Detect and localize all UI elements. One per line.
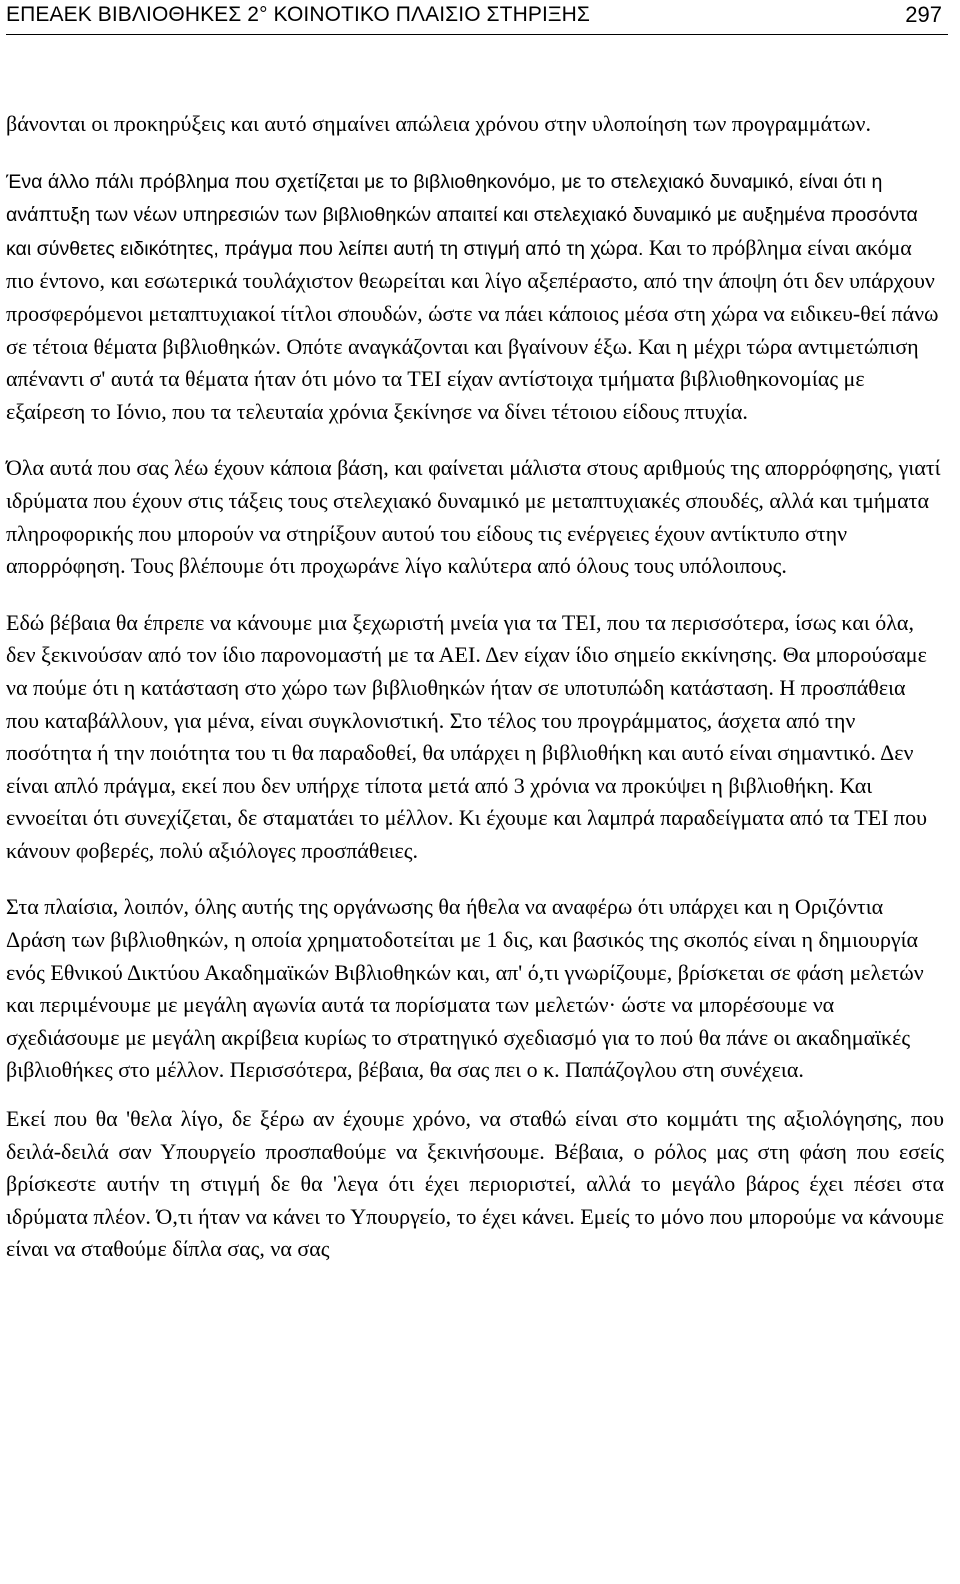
document-body: [6, 108, 944, 1266]
paragraph-staffing-problem: [6, 165, 944, 429]
paragraph-staffing-serif: Και το πρόβλημα είναι ακόμα πιο έντονο, και εσωτερικά τουλάχιστον θεωρείται και λίγο αξεπέραστο, από την άποψη ότι δεν υπάρχουν προσφερόμενοι μεταπτυχιακοί τίτλοι σπουδών, ώστε να πάει κάποιος μέσα στη χώρα να ειδικευ-θεί πάνω σε τέτοια θέματα βιβλιοθηκών. Οπότε αναγκάζονται και βγαίνουν έξω. Και η μέχρι τώρα αντιμετώπιση απέναντι σ' αυτά τα θέματα ήταν ότι μόνο τα ΤΕΙ είχαν αντίστοιχα τμήματα βιβλιοθηκονομίας με εξαίρεση το Ιόνιο, που τα τελευταία χρόνια ξεκίνησε να δίνει τέτοιου είδους πτυχία.: [6, 234, 939, 424]
paragraph-continuation: βάνονται οι προκηρύξεις και αυτό σημαίνει απώλεια χρόνου στην υλοποίηση των προγραμμάτων.: [6, 111, 871, 136]
paragraph-horizontal-action: Στα πλαίσια, λοιπόν, όλης αυτής της οργάνωσης θα ήθελα να αναφέρω ότι υπάρχει και η Οριζόντια Δράση των βιβλιοθηκών, η οποία χρηματοδοτείται με 1 δις, και βασικός της σκοπός είναι η δημιουργία ενός Εθνικού Δικτύου Ακαδημαϊκών Βιβλιοθηκών και, απ' ό,τι γνωρίζουμε, βρίσκεται σε φάση μελετών και περιμένουμε με μεγάλη αγωνία αυτά τα πορίσματα των μελετών· ώστε να μπορέσουμε να σχεδιάσουμε με μεγάλη ακρίβεια κυρίως το στρατηγικό σχεδιασμό για το πού θα πάνε οι ακαδημαϊκές βιβλιοθήκες στο μέλλον. Περισσότερα, βέβαια, θα σας πει ο κ. Παπάζογλου στη συνέχεια.: [6, 894, 924, 1083]
page-number: 297: [905, 2, 942, 27]
paragraph-tei: Εδώ βέβαια θα έπρεπε να κάνουμε μια ξεχωριστή μνεία για τα ΤΕΙ, που τα περισσότερα, ίσως και όλα, δεν ξεκινούσαν από τον ίδιο παρονομαστή με τα ΑΕΙ. Δεν είχαν ίδιο σημείο εκκίνησης. Θα μπορούσαμε να πούμε ότι η κατάσταση στο χώρο των βιβλιοθηκών ήταν σε υποτυπώδη κατάσταση. Η προσπάθεια που καταβάλλουν, για μένα, είναι συγκλονιστική. Στο τέλος του προγράμματος, άσχετα από την ποσότητα ή την ποιότητα του τι θα παραδοθεί, θα υπάρχει η βιβλιοθήκη και αυτό είναι σημαντικό. Δεν είναι απλό πράγμα, εκεί που δεν υπήρχε τίποτα μετά από 3 χρόνια να προκύψει η βιβλιοθήκη. Και εννοείται ότι συνεχίζεται, δε σταματάει το μέλλον. Κι έχουμε και λαμπρά παραδείγματα από τα ΤΕΙ που κάνουν φοβερές, πολύ αξιόλογες προσπάθειες.: [6, 609, 927, 863]
page-header: [6, 0, 948, 35]
running-title: ΕΠΕΑΕΚ ΒΙΒΛΙΟΘΗΚΕΣ 2° ΚΟΙΝΟΤΙΚΟ ΠΛΑΙΣΙΟ ΣΤΗΡΙΞΗΣ: [6, 3, 590, 26]
paragraph-absorption: Όλα αυτά που σας λέω έχουν κάποια βάση, και φαίνεται μάλιστα στους αριθμούς της απορρόφησης, γιατί ιδρύματα που έχουν στις τάξεις τους στελεχιακό δυναμικό με μεταπτυχιακές σπουδές, αλλά και τμήματα πληροφορικής που μπορούν να στηρίξουν αυτού του είδους τις ενέργειες έχουν αντίκτυπο στην απορρόφηση. Τους βλέπουμε ότι προχωράνε λίγο καλύτερα από όλους τους υπόλοιπους.: [6, 455, 941, 579]
paragraph-evaluation: Εκεί που θα 'θελα λίγο, δε ξέρω αν έχουμε χρόνο, να σταθώ είναι στο κομμάτι της αξιολόγησης, που δειλά-δειλά σαν Υπουργείο προσπαθούμε να ξεκινήσουμε. Βέβαια, ο ρόλος μας στη φάση που εσείς βρίσκεστε αυτήν τη στιγμή δε θα 'λεγα ότι έχει περιοριστεί, αλλά το μεγάλο βάρος έχει πέσει στα ιδρύματα πλέον. Ό,τι ήταν να κάνει το Υπουργείο, το έχει κάνει. Εμείς το μόνο που μπορούμε να κάνουμε είναι να σταθούμε δίπλα σας, να σας: [6, 1106, 944, 1262]
paragraph-staffing-sans: Ένα άλλο πάλι πρόβλημα που σχετίζεται με το βιβλιοθηκονόμο, με το στελεχιακό δυναμικό, είναι ότι η ανάπτυξη των νέων υπηρεσιών των βιβλιοθηκών απαιτεί και στελεχιακό δυναμικό με αυξημένα προσόντα και σύνθετες ειδικότητες, πράγμα που λείπει αυτή τη στιγμή από τη χώρα.: [6, 170, 918, 260]
